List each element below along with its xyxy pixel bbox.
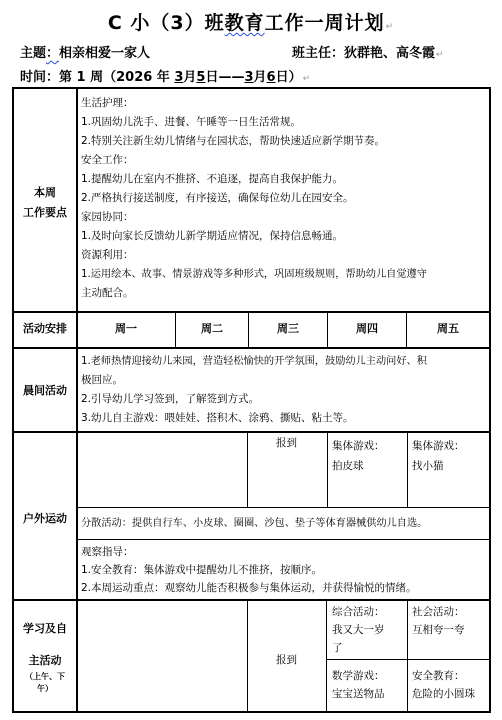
time-day-word: 日: [205, 70, 219, 85]
morning-line: 3.幼儿自主游戏：喂娃娃、搭积木、涂鸦、撕贴、粘土等。: [81, 412, 354, 424]
study-fri-a: [412, 603, 465, 639]
theme-separator: ：: [46, 46, 60, 61]
row-rule: [14, 311, 489, 313]
study-thu-b-line: 宝宝送物品: [332, 688, 385, 700]
theme-value: 相亲相爱一家人: [59, 46, 151, 61]
theme-label: 主题: [20, 46, 47, 61]
study-fri-line: 社会活动：: [412, 606, 465, 618]
day-header-thu: 周四: [356, 322, 378, 335]
focus-line: 资源利用：: [81, 249, 134, 261]
study-label-line: 午）: [37, 684, 53, 693]
focus-line: 2.严格执行接送制度，有序接送，确保每位幼儿在园安全。: [81, 192, 354, 204]
study-thu-a: [332, 603, 385, 657]
focus-line: 2.特别关注新生幼儿情绪与在园状态，帮助快速适应新学期节奏。: [81, 135, 386, 147]
col-rule: [247, 599, 248, 711]
study-thu-b-line: 数学游戏：: [332, 670, 385, 682]
row-rule: [77, 507, 489, 508]
study-fri-b: [412, 667, 475, 703]
time-month-word: 月: [183, 70, 197, 85]
focus-line: 主动配合。: [81, 287, 134, 299]
focus-label-line: 本周: [34, 186, 56, 199]
schedule-label: 活动安排: [23, 322, 67, 335]
morning-label: 晨间活动: [23, 384, 67, 397]
outdoor-thu-line: 拍皮球: [332, 460, 364, 472]
outdoor-guide-line: 观察指导：: [81, 546, 134, 558]
paragraph-mark-icon: ↵: [385, 22, 395, 32]
study-fri-b-line: 安全教育：: [412, 670, 465, 682]
theme-line: [20, 42, 150, 61]
focus-line: 1.提醒幼儿在室内不推挤、不追逐，提高自我保护能力。: [81, 173, 344, 185]
outdoor-guide-line: 1.安全教育：集体游戏中提醒幼儿不推挤，按顺序。: [81, 564, 323, 576]
time-month-start: 3: [174, 70, 184, 85]
outdoor-fri-line: 找小猫: [412, 460, 444, 472]
col-rule: [326, 599, 327, 711]
study-label-line: 主活动: [28, 654, 62, 667]
focus-line: 生活护理：: [81, 97, 134, 109]
outdoor-label: 户外运动: [23, 512, 67, 525]
row-rule: [77, 539, 489, 540]
paragraph-mark-icon: ↵: [436, 50, 444, 60]
outdoor-thu: [332, 436, 385, 476]
teacher-label: 班主任：: [292, 46, 345, 61]
time-month-end: 3: [244, 70, 254, 85]
time-day-start: 5: [196, 70, 206, 85]
row-rule: [14, 599, 489, 601]
morning-line: 2.引导幼儿学习签到，了解签到方式。: [81, 393, 260, 405]
study-thu-line: 我又大一岁: [332, 624, 385, 636]
title-suffix: 工作一周计划: [264, 12, 385, 34]
focus-line: 1.运用绘本、故事、情景游戏等多种形式，巩固班级规则，帮助幼儿自觉遵守: [81, 269, 427, 280]
col-rule: [407, 599, 408, 711]
col-rule: [327, 431, 328, 507]
paragraph-mark-icon: ↵: [302, 74, 311, 84]
focus-label-line: 工作要点: [23, 206, 67, 219]
time-line: [20, 66, 310, 85]
time-month-word: 月: [253, 70, 267, 85]
time-close: 日）: [275, 70, 302, 85]
day-header-mon: 周一: [115, 322, 137, 335]
study-label-line: （上午、下: [25, 672, 65, 681]
weekly-plan-table: [12, 87, 491, 713]
title-middle: 教育: [224, 12, 265, 34]
study-thu-line: 了: [332, 642, 343, 654]
time-day-end: 6: [266, 70, 276, 85]
focus-label: [14, 183, 76, 223]
morning-line: 1.老师热情迎接幼儿来园，营造轻松愉快的开学氛围，鼓励幼儿主动问好、积: [81, 356, 427, 367]
focus-line: 家园协同：: [81, 211, 134, 223]
day-header-wed: 周三: [277, 322, 299, 335]
teacher-line: [292, 42, 444, 61]
outdoor-guide: [81, 543, 417, 597]
focus-line: 1.巩固幼儿洗手、进餐、午睡等一日生活常规。: [81, 116, 302, 128]
page-title: [0, 8, 502, 35]
teacher-value: 狄群艳、高冬霞: [344, 46, 436, 61]
outdoor-wed: 报到: [276, 437, 297, 449]
title-prefix: C 小（3）班: [107, 12, 225, 34]
study-label-line: 学习及自: [23, 622, 67, 635]
study-wed: 报到: [276, 654, 297, 666]
focus-text: [81, 94, 427, 303]
time-label: 时间：第 1 周（2026 年: [20, 70, 170, 85]
morning-text: [81, 352, 427, 428]
day-header-fri: 周五: [437, 322, 459, 335]
day-header-tue: 周二: [201, 322, 223, 335]
col-rule: [247, 431, 248, 507]
study-fri-line: 互相夸一夸: [412, 624, 465, 636]
outdoor-fri-line: 集体游戏：: [412, 440, 465, 452]
focus-line: 安全工作：: [81, 154, 134, 166]
study-thu-line: 综合活动：: [332, 606, 385, 618]
outdoor-free-play: 分散活动：提供自行车、小皮球、圈圈、沙包、垫子等体育器械供幼儿自选。: [81, 518, 428, 529]
focus-line: 1.及时向家长反馈幼儿新学期适应情况，保持信息畅通。: [81, 230, 344, 242]
study-thu-b: [332, 667, 385, 703]
study-fri-b-line: 危险的小圆珠: [412, 688, 475, 700]
morning-line: 极回应。: [81, 374, 123, 386]
row-rule: [14, 347, 489, 349]
outdoor-guide-line: 2.本周运动重点：观察幼儿能否积极参与集体运动，并获得愉悦的情绪。: [81, 582, 417, 594]
outdoor-thu-line: 集体游戏：: [332, 440, 385, 452]
time-dash: ——: [218, 70, 245, 85]
col-rule: [76, 89, 78, 711]
col-rule: [407, 431, 408, 507]
row-rule: [14, 431, 489, 433]
study-label: [14, 619, 76, 695]
outdoor-fri: [412, 436, 465, 476]
